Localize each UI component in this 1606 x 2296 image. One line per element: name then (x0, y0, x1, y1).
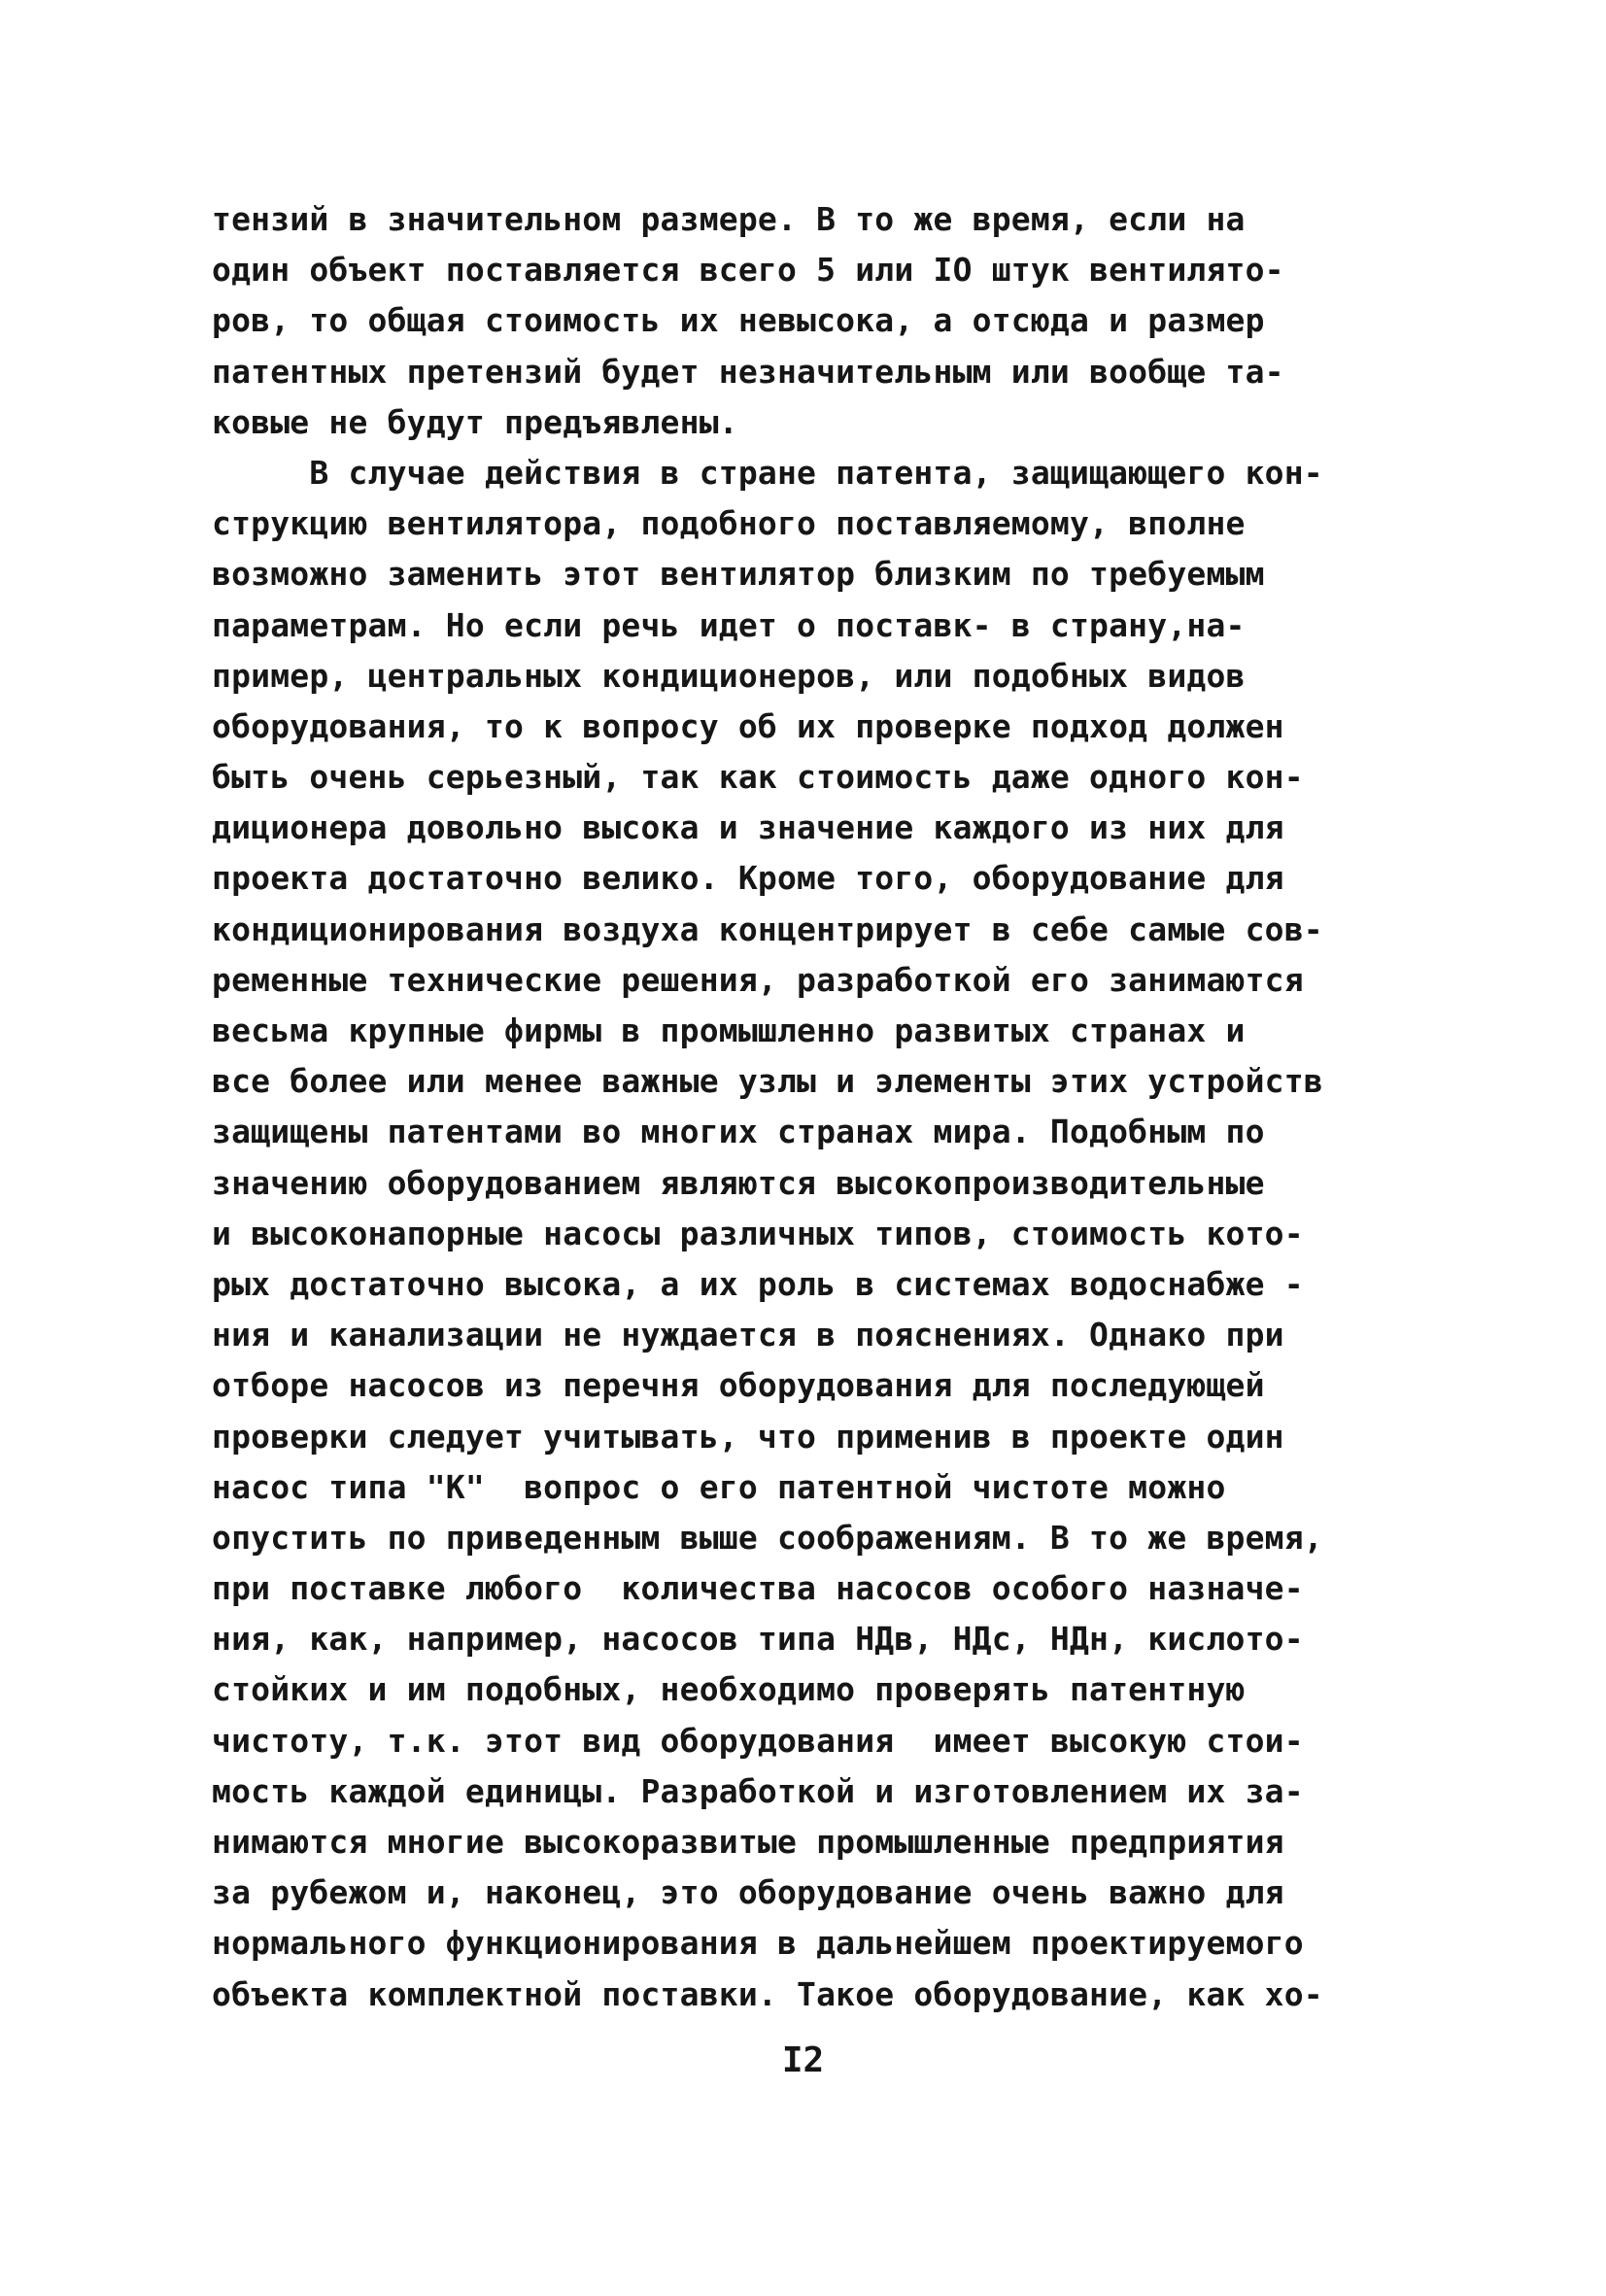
text-line: диционера довольно высока и значение каждого из них для (212, 808, 1284, 847)
text-line: ния, как, например, насосов типа НДв, НДс, НДн, кислото- (212, 1620, 1304, 1659)
text-line: В случае действия в стране патента, защищающего кон- (212, 453, 1323, 492)
text-line: оборудования, то к вопросу об их проверке подход должен (212, 706, 1284, 745)
text-line: ременные технические решения, разработкой его занимаются (212, 960, 1304, 999)
text-line: один объект поставляется всего 5 или IO штук вентилято- (212, 251, 1284, 290)
text-line: мость каждой единицы. Разработкой и изготовлением их за- (212, 1771, 1304, 1810)
text-line: нормального функционирования в дальнейшем проектируемого (212, 1924, 1304, 1963)
text-line: рых достаточно высока, а их роль в системах водоснабже - (212, 1264, 1304, 1303)
text-line: тензий в значительном размере. В то же время, если на (212, 200, 1246, 238)
text-line: значению оборудованием являются высокопроизводительные (212, 1163, 1265, 1202)
text-line: патентных претензий будет незначительным или вообще та- (212, 352, 1284, 391)
text-line: при поставке любого количества насосов особого назначе- (212, 1569, 1304, 1608)
text-line: насос типа "К" вопрос о его патентной чистоте можно (212, 1467, 1226, 1506)
text-line: все более или менее важные узлы и элементы этих устройств (212, 1062, 1323, 1101)
text-line: кондиционирования воздуха концентрирует в себе самые сов- (212, 909, 1323, 948)
text-line: за рубежом и, наконец, это оборудование очень важно для (212, 1873, 1284, 1912)
text-line: весьма крупные фирмы в промышленно развитых странах и (212, 1011, 1246, 1049)
text-line: струкцию вентилятора, подобного поставляемому, вполне (212, 504, 1246, 543)
text-line: параметрам. Но если речь идет о поставк- в страну,на- (212, 605, 1246, 644)
text-line: стойких и им подобных, необходимо проверять патентную (212, 1670, 1246, 1709)
text-line: объекта комплектной поставки. Такое оборудование, как хо- (212, 1974, 1323, 2013)
body-text (212, 194, 1465, 2020)
text-line: нимаются многие высокоразвитые промышленные предприятия (212, 1823, 1284, 1861)
text-line: чистоту, т.к. этот вид оборудования имеет высокую стои- (212, 1721, 1304, 1760)
text-line: ковые не будут предъявлены. (212, 402, 738, 441)
text-line: отборе насосов из перечня оборудования для последующей (212, 1366, 1265, 1405)
text-line: возможно заменить этот вентилятор близким по требуемым (212, 555, 1265, 594)
text-line: проекта достаточно велико. Кроме того, оборудование для (212, 859, 1284, 898)
text-line: пример, центральных кондиционеров, или подобных видов (212, 656, 1246, 695)
text-line: проверки следует учитывать, что применив в проекте один (212, 1417, 1284, 1456)
text-line: быть очень серьезный, так как стоимость даже одного кон- (212, 758, 1304, 797)
text-line: ния и канализации не нуждается в пояснениях. Однако при (212, 1316, 1284, 1354)
page-number: I2 (781, 2040, 825, 2080)
text-line: защищены патентами во многих странах мира. Подобным по (212, 1113, 1265, 1151)
text-line: ров, то общая стоимость их невысока, а отсюда и размер (212, 301, 1265, 340)
text-line: и высоконапорные насосы различных типов, стоимость кото- (212, 1214, 1304, 1252)
text-line: опустить по приведенным выше соображениям. В то же время, (212, 1518, 1323, 1557)
